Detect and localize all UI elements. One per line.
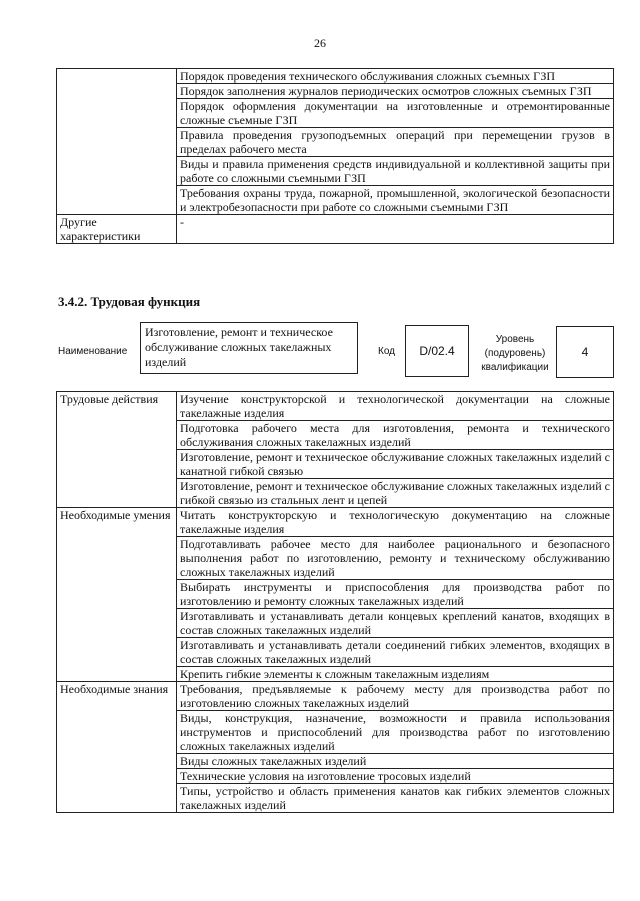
row-item: Виды сложных такелажных изделий bbox=[177, 754, 614, 769]
page-number: 26 bbox=[314, 36, 326, 50]
row-item: Порядок проведения технического обслуживания сложных съемных ГЗП bbox=[177, 69, 614, 84]
row-item: - bbox=[177, 215, 614, 244]
section-heading: 3.4.2. Трудовая функция bbox=[58, 294, 201, 309]
table-row bbox=[57, 69, 614, 84]
row-item: Подготавливать рабочее место для наиболее рационального и безопасного выполнения работ по изготовлению, ремонту и техническому обслуживанию сложных такелажных изделий bbox=[177, 537, 614, 580]
row-item: Изготавливать и устанавливать детали соединений гибких элементов, входящих в состав сложных такелажных изделий bbox=[177, 638, 614, 667]
name-label: Наименование bbox=[58, 346, 128, 357]
function-name-box: Изготовление, ремонт и техническое обслуживание сложных такелажных изделий bbox=[140, 322, 358, 374]
row-item: Крепить гибкие элементы к сложным такелажным изделиям bbox=[177, 667, 614, 682]
code-label: Код bbox=[378, 346, 396, 357]
row-item: Подготовка рабочего места для изготовления, ремонта и технического обслуживания сложных такелажных изделий bbox=[177, 421, 614, 450]
row-item: Выбирать инструменты и приспособления для производства работ по изготовлению и ремонту сложных такелажных изделий bbox=[177, 580, 614, 609]
table-row bbox=[57, 392, 614, 421]
labor-function-table bbox=[56, 391, 614, 813]
code-box: D/02.4 bbox=[405, 325, 469, 377]
row-item: Технические условия на изготовление тросовых изделий bbox=[177, 769, 614, 784]
row-item: Изготовление, ремонт и техническое обслуживание сложных такелажных изделий с гибкой связью из стальных лент и цепей bbox=[177, 479, 614, 508]
row-label bbox=[57, 69, 177, 215]
row-item: Типы, устройство и область применения канатов как гибких элементов сложных такелажных изделий bbox=[177, 784, 614, 813]
row-item: Виды и правила применения средств индивидуальной и коллективной защиты при работе со сложными съемными ГЗП bbox=[177, 157, 614, 186]
row-item: Изучение конструкторской и технологической документации на сложные такелажные изделия bbox=[177, 392, 614, 421]
knowledge-table-continued bbox=[56, 68, 614, 244]
row-item: Порядок оформления документации на изготовленные и отремонтированные сложные съемные ГЗП bbox=[177, 99, 614, 128]
table-row bbox=[57, 682, 614, 711]
qualification-level-box: 4 bbox=[556, 326, 614, 378]
row-item: Порядок заполнения журналов периодических осмотров сложных съемных ГЗП bbox=[177, 84, 614, 99]
row-label: Другие характеристики bbox=[57, 215, 177, 244]
row-label: Необходимые умения bbox=[57, 508, 177, 682]
row-item: Требования, предъявляемые к рабочему месту для производства работ по изготовлению сложных такелажных изделий bbox=[177, 682, 614, 711]
qualification-level-label: Уровень (подуровень) квалификации bbox=[481, 334, 549, 373]
table-row bbox=[57, 508, 614, 537]
row-item: Читать конструкторскую и технологическую документацию на сложные такелажные изделия bbox=[177, 508, 614, 537]
row-item: Требования охраны труда, пожарной, промышленной, экологической безопасности и электробезопасности при работе со сложными съемными ГЗП bbox=[177, 186, 614, 215]
row-item: Виды, конструкция, назначение, возможности и правила использования инструментов и приспособлений для производства работ по изготовлению сложных такелажных изделий bbox=[177, 711, 614, 754]
table-row bbox=[57, 215, 614, 244]
row-item: Изготовление, ремонт и техническое обслуживание сложных такелажных изделий с канатной гибкой связью bbox=[177, 450, 614, 479]
row-label: Необходимые знания bbox=[57, 682, 177, 813]
row-item: Правила проведения грузоподъемных операций при перемещении грузов в пределах рабочего места bbox=[177, 128, 614, 157]
row-item: Изготавливать и устанавливать детали концевых креплений канатов, входящих в состав сложных такелажных изделий bbox=[177, 609, 614, 638]
row-label: Трудовые действия bbox=[57, 392, 177, 508]
